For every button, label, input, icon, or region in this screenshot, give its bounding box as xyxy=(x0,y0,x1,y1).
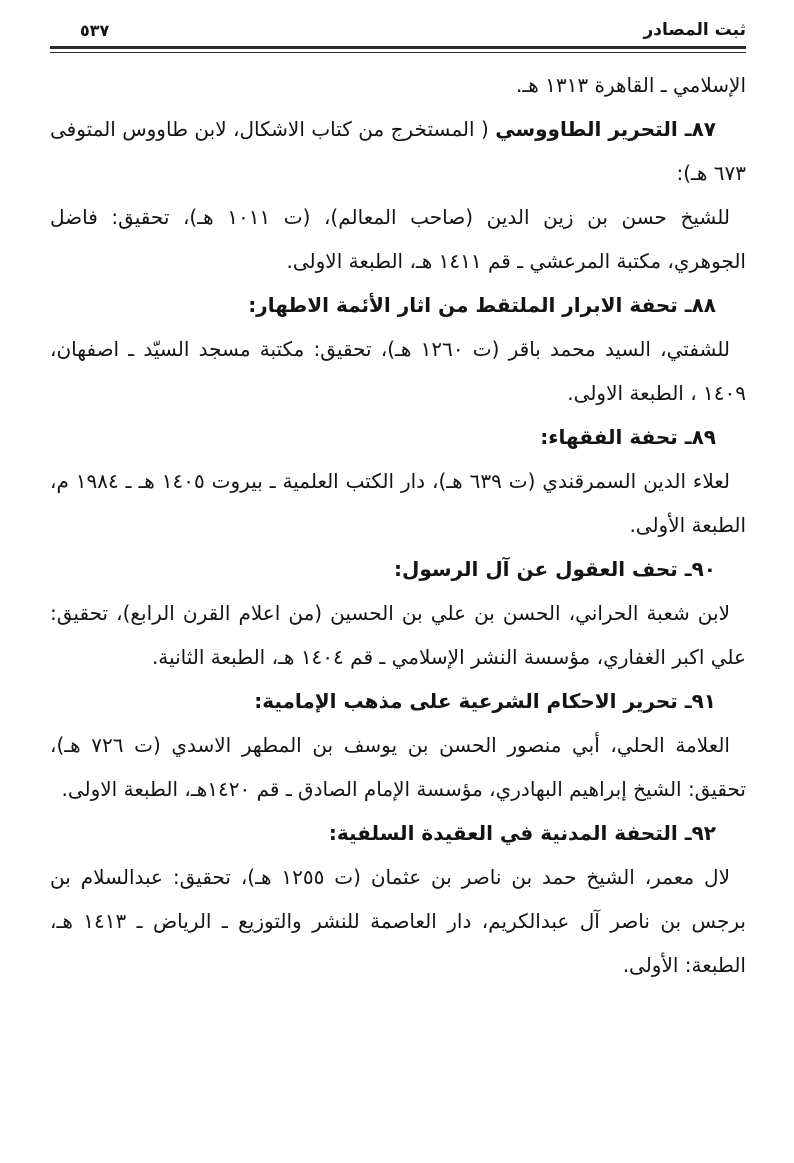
entry-87 xyxy=(50,107,746,283)
running-head-title: ثبت المصادر xyxy=(643,20,746,40)
entry-heading xyxy=(50,679,746,723)
entry-number-and-title: ٩١ـ تحرير الاحكام الشرعية على مذهب الإمامية: xyxy=(254,689,716,713)
entry-heading xyxy=(50,811,746,855)
entry-body: لال معمر، الشيخ حمد بن ناصر بن عثمان (ت ١٢٥٥ هـ)، تحقيق: عبدالسلام بن برجس بن ناصر آل عبدالكريم، دار العاصمة للنشر والتوزيع ـ الرياض ـ ١٤١٣ هـ، الطبعة: الأولى. xyxy=(50,865,746,977)
carryover-line: الإسلامي ـ القاهرة ١٣١٣ هـ. xyxy=(516,73,746,97)
entry-number-and-title: ٨٨ـ تحفة الابرار الملتقط من اثار الأئمة الاطهار: xyxy=(248,293,716,317)
entry-body: لابن شعبة الحراني، الحسن بن علي بن الحسين (من اعلام القرن الرابع)، تحقيق: علي اكبر الغفاري، مؤسسة النشر الإسلامي ـ قم ١٤٠٤ هـ، الطبعة الثانية. xyxy=(50,601,746,669)
page-header xyxy=(50,20,746,40)
entry-heading xyxy=(50,415,746,459)
header-divider xyxy=(50,46,746,53)
entry-number-and-title: ٨٧ـ التحرير الطاووسي xyxy=(495,117,716,141)
entry-title-rest: ( المستخرج من كتاب الاشكال، لابن طاووس المتوفى ٦٧٣ هـ): xyxy=(50,117,746,185)
entry-body: لعلاء الدين السمرقندي (ت ٦٣٩ هـ)، دار الكتب العلمية ـ بيروت ١٤٠٥ هـ ـ ١٩٨٤ م، الطبعة الأولى. xyxy=(50,469,746,537)
entry-body: للشيخ حسن بن زين الدين (صاحب المعالم)، (ت ١٠١١ هـ)، تحقيق: فاضل الجوهري، مكتبة المرعشي ـ قم ١٤١١ هـ، الطبعة الاولى. xyxy=(50,205,746,273)
entry-heading xyxy=(50,547,746,591)
entry-number-and-title: ٩٠ـ تحف العقول عن آل الرسول: xyxy=(394,557,716,581)
entry-92 xyxy=(50,811,746,987)
entry-91 xyxy=(50,679,746,811)
entry-90 xyxy=(50,547,746,679)
entry-heading xyxy=(50,283,746,327)
entry-body: العلامة الحلي، أبي منصور الحسن بن يوسف بن المطهر الاسدي (ت ٧٢٦ هـ)، تحقيق: الشيخ إبراهيم البهادري، مؤسسة الإمام الصادق ـ قم ١٤٢٠هـ، الطبعة الاولى. xyxy=(50,733,746,801)
entry-body: للشفتي، السيد محمد باقر (ت ١٢٦٠ هـ)، تحقيق: مكتبة مسجد السيّد ـ اصفهان، ١٤٠٩ ، الطبعة الاولى. xyxy=(50,337,746,405)
bibliography-content xyxy=(50,63,746,987)
entry-88 xyxy=(50,283,746,415)
entry-heading xyxy=(50,107,746,195)
page-number: ٥٣٧ xyxy=(80,21,110,40)
entry-number-and-title: ٨٩ـ تحفة الفقهاء: xyxy=(540,425,716,449)
entry-number-and-title: ٩٢ـ التحفة المدنية في العقيدة السلفية: xyxy=(328,821,716,845)
entry-89 xyxy=(50,415,746,547)
